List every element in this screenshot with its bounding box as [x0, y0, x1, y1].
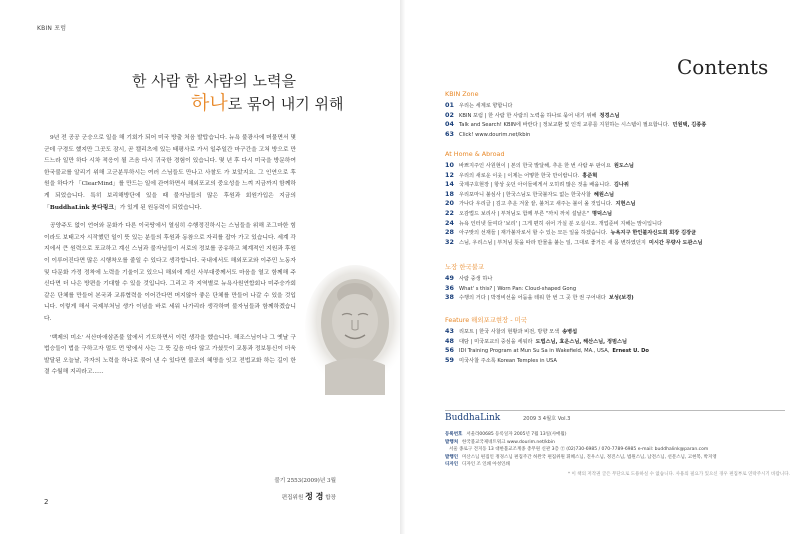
headline-accent: 하나 [191, 92, 228, 114]
colophon-row: 서울 종로구 견지동 13 대한불교조계종 총무원 신관 3층 Ⓣ (02)730-6985 / 070-7789-6985 e-mail: buddhalink@paran.com [449, 447, 709, 453]
colophon-row: 디자인 디자인 조 인쇄 아성인쇄 [445, 462, 510, 468]
contents-title: Contents [677, 55, 769, 79]
toc-section-kbin-zone [445, 90, 785, 139]
toc-item[interactable]: 10 바쁘지주인 사원현이 | 본의 한국 발달해, 추운 한 번 사람 두 판이요 원도스님 [445, 161, 634, 169]
toc-item[interactable]: 14 국제구호현장 | 항상 웃던 아이들에게서 오히려 많은 것을 배웁니다. 김나위 [445, 180, 629, 189]
colophon [445, 431, 790, 479]
magazine-bar [445, 410, 785, 424]
essay-paragraph: 9년 전 공공 군승으로 일을 해 기회가 되어 미국 방출 처음 발탑습니다. 뉴욕 불광사에 머물면서 몇 군데 구경도 했지만 그곳도 잠시, 곧 캘리츠에 있는 태평사로 가서 일주일간 마구간을 고쳐 방으로 만드느라 일만 하다 시차 적응이 될 즈음 다시 귀국한 경험이 있습니다. 몇 년 후 다시 미국을 방문하여 한국불교를 알리기 위해 고군분투하시는 여러 스님들도 만나고 사찰도 가 보았지요. 그 인연으로 후원을 하다가 「ClearMind」를 만드는 일에 관여하면서 해외포교의 중요성을 느껴 지금까지 함께하게 되었습니다. 특히 보리해방단에 있을 때 불자님들의 많은 후원과 회원가입은 지금의 「BuddhaLink 붓다링크」가 있게 된 원동력이 되었습니다. [44, 135, 296, 211]
headline-line2 [191, 88, 343, 115]
toc-item[interactable]: 28 아구맞의 선재들 | 재가불자로서 할 수 있는 모든 일을 하겠습니다. 뉴욕지구 한인불자신도회 회장 김장균 [445, 228, 697, 237]
toc-section-title: Feature 해외포교현장 - 미국 [445, 316, 527, 324]
essay-paragraph: '백제의 미소' 서산마애삼존불 앞에서 기도하면서 이런 생각을 했습니다. 해조스님이나 그 옛날 구법승들이 법을 구하고자 멀도 먼 땅에서 사는 그 뜻 깊음 마다 않고 가셨듯이 교통과 정보통신이 더욱 발달된 오늘날, 각자의 노력을 하나로 묶어 낸 수 있다면 불조의 혜명을 잇고 전법교화 하는 길이 한결 수월해 지리라고...... [44, 334, 296, 376]
toc-item[interactable]: 20 가나다 우리글 | 김고 추운 겨울 끝, 불처고 새주는 불이 올 것입니다. 지현스님 [445, 199, 636, 208]
section-header: KBIN 포럼 [37, 25, 67, 32]
toc-item[interactable]: 38 수행의 거다 | 박정비선을 어둠을 테워 한 번 그 곳 한 권 구어내다 보성(보경) [445, 293, 634, 302]
colophon-row: 발행처 한국불교국제네트워크 www.dourim.net/kbin [445, 439, 555, 445]
signature-date: 불기 2553(2009)년 3월 [274, 478, 336, 484]
toc-section-title: KBIN Zone [445, 90, 479, 98]
toc-item[interactable]: 24 뉴욕 인터넷 들여다 '보리' | 그게 편히 쉬어 가실 분 오실시오. 개업준비 지해는 맘이입니다 [445, 218, 663, 227]
toc-item[interactable]: 22 오감법드 보리사 | 부처님도 함께 부른 "까치 까치 설날은" 명덕스님 [445, 208, 613, 217]
magazine-logo: BuddhaLink [445, 413, 501, 423]
colophon-row: 발행인 미산스님 편집인 정경스님 편집주간 허완국 편집위원 휘혜스님, 진우스님, 정진스님, 법원스님, 남전스님, 선문스님, 고현복, 박지영 [445, 454, 717, 460]
headline-line1: 한 사람 한 사람의 노력을 [132, 72, 296, 90]
essay-paragraph: 공양주도 없이 언어와 문화가 다른 이국땅에서 열심히 수행정진하시는 스님들을 위해 조그마한 힘이라도 보태고자 시작했던 일이 뜻 있는 분들의 후원과 동참으로 자리를 잡아 가고 있습니다. 세계 각지에서 큰 원력으로 포교하고 계신 스님과 불자님들이 서로의 정보를 공유하고 체계적인 지원과 후원이 이루어진다면 많은 시행착오를 줄일 수 있다고 생각합니다. 국내에서도 해외포교와 이주민 노동자 및 다문화 가정 정착에 노력을 기울이고 있으니 해외에 계신 사부대중께서도 마음을 열고 함께해 주신다면 더 나은 방편을 기대할 수 있을 것입니다. 그리고 각 지역별로 뉴욕사원연합회나 미주승가회 같은 단체를 만들어 본국과 교류협력을 이어간다면 머지않아 좋은 단체를 만들어 나갈 수 있을 것입니다. 이렇게 해서 국제부처님 생가 이념을 바로 세워 나가리라 생각하며 불자님들과 함께하겠습니다. [44, 223, 296, 322]
toc-item[interactable]: 02 KBIN 포럼 | 한 사람 한 사람의 노력을 하나로 묶어 내기 위해 정경스님 [445, 110, 620, 119]
toc-item[interactable]: 04 Talk and Search! KBIN에 바란다 | 정보교환 및 인적 교류를 지원하는 시스템이 필요합니다. 민원택, 김종종 [445, 120, 707, 129]
toc-section-korean-buddhism [445, 262, 785, 303]
colophon-row: 등록번호 서울라00685 등록일자 2005년 7월 13일(사매월) [445, 432, 567, 437]
toc-item[interactable]: 43 리포트 | 한국 사찰의 현황과 비전, 방향 모색 송병섭 [445, 327, 578, 335]
toc-section-title: At Home & Abroad [445, 150, 505, 158]
toc-section-at-home-abroad [445, 150, 785, 247]
toc-item[interactable]: 18 우리포마니 불심사 | 한국스님도 한국불자도 없는 한국사찰 혜원스님 [445, 189, 614, 198]
toc-item[interactable]: 49 사람 중생 하나 [445, 274, 493, 282]
toc-section-feature [445, 315, 785, 365]
buddha-statue-image [295, 265, 400, 395]
toc-item[interactable]: 63 Click! www.dourim.net/kbin [445, 129, 531, 138]
toc-item[interactable]: 56 IDI Training Program at Mun Su Sa in Wakefield, MA., USA, Ernest U. Do [445, 346, 649, 355]
copyright-note: * 이 책의 저작권 글은 무단으로 도용하실 수 없습니다. 사용의 필요가 있으신 경우 편집부로 연락주시기 바랍니다. [567, 471, 790, 477]
essay-body [44, 133, 336, 501]
headline-line2-rest: 로 묶어 내기 위해 [227, 95, 344, 113]
toc-item[interactable]: 01 우리는 세계로 향합니다 [445, 101, 513, 109]
toc-item[interactable]: 32 스님, 우리스님 | 부처님 뜻을 따라 만물을 붙는 일, 그대로 좋거든 새 몸 변하였던지 미시간 무량사 도관스님 [445, 237, 703, 246]
toc-section-title: 노장 한국불교 [445, 263, 485, 271]
right-page [405, 0, 800, 534]
signature-name: 정 경 [305, 491, 324, 501]
toc-item[interactable]: 36 What' s this? | Worn Pan: Cloud-shaped Gong [445, 283, 577, 292]
page-number: 2 [44, 498, 49, 506]
issue-info: 2009 3 4월호 Vol.3 [523, 416, 571, 422]
signature: 편집위원 정 경 합장 [281, 491, 336, 501]
toc-item[interactable]: 12 우리의 새로운 이웃 | 이제는 어떻한 한국 만이랍니다. 홍준혁 [445, 170, 598, 179]
toc-item[interactable]: 48 대담 | 미국포교의 중심을 세워라 도법스님, 효운스님, 해산스님, 정범스님 [445, 336, 628, 345]
brand-name: BuddhaLink 붓다링크 [49, 204, 114, 211]
toc-item[interactable]: 59 미국사찰 주소록 Korean Temples in USA [445, 355, 557, 364]
